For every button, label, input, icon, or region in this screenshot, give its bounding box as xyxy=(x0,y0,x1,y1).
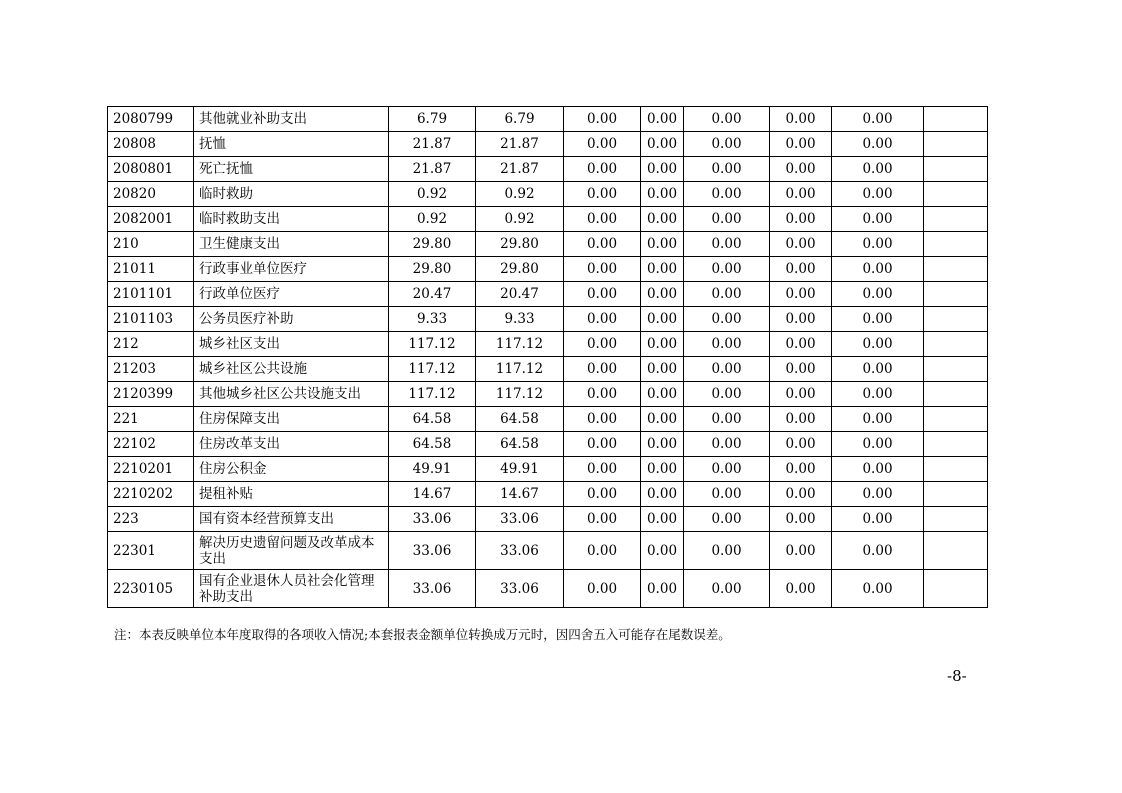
amount-cell: 0.00 xyxy=(684,407,770,432)
subject-name-cell: 其他城乡社区公共设施支出 xyxy=(194,382,389,407)
amount-cell: 0.00 xyxy=(684,257,770,282)
amount-cell: 29.80 xyxy=(476,232,564,257)
subject-name-cell: 住房改革支出 xyxy=(194,432,389,457)
amount-cell: 0.00 xyxy=(832,207,924,232)
amount-cell xyxy=(924,157,988,182)
table-row xyxy=(108,507,988,532)
table-row xyxy=(108,432,988,457)
amount-cell xyxy=(924,532,988,570)
amount-cell: 0.00 xyxy=(832,182,924,207)
amount-cell: 0.00 xyxy=(832,532,924,570)
amount-cell: 0.00 xyxy=(770,132,832,157)
amount-cell: 0.00 xyxy=(684,132,770,157)
amount-cell: 0.92 xyxy=(389,182,476,207)
amount-cell xyxy=(924,357,988,382)
amount-cell: 6.79 xyxy=(476,107,564,132)
amount-cell: 21.87 xyxy=(389,157,476,182)
amount-cell: 6.79 xyxy=(389,107,476,132)
amount-cell: 0.00 xyxy=(832,332,924,357)
amount-cell: 0.00 xyxy=(641,357,684,382)
amount-cell: 33.06 xyxy=(389,570,476,608)
amount-cell: 0.00 xyxy=(564,407,641,432)
amount-cell: 0.00 xyxy=(770,532,832,570)
amount-cell: 0.00 xyxy=(770,482,832,507)
table-row xyxy=(108,407,988,432)
amount-cell: 33.06 xyxy=(389,507,476,532)
amount-cell xyxy=(924,107,988,132)
amount-cell: 0.92 xyxy=(389,207,476,232)
amount-cell: 0.00 xyxy=(832,382,924,407)
amount-cell: 0.00 xyxy=(564,507,641,532)
amount-cell: 0.00 xyxy=(770,407,832,432)
amount-cell: 0.00 xyxy=(564,307,641,332)
amount-cell: 33.06 xyxy=(389,532,476,570)
amount-cell: 0.00 xyxy=(770,107,832,132)
amount-cell: 0.00 xyxy=(564,132,641,157)
amount-cell: 0.00 xyxy=(832,507,924,532)
subject-code-cell: 2210201 xyxy=(108,457,194,482)
subject-code-cell: 2080801 xyxy=(108,157,194,182)
subject-name-cell: 公务员医疗补助 xyxy=(194,307,389,332)
table-row xyxy=(108,482,988,507)
amount-cell: 0.00 xyxy=(770,282,832,307)
amount-cell: 0.00 xyxy=(684,282,770,307)
subject-name-cell: 卫生健康支出 xyxy=(194,232,389,257)
table-row xyxy=(108,332,988,357)
table-row xyxy=(108,382,988,407)
table-row xyxy=(108,132,988,157)
amount-cell: 9.33 xyxy=(389,307,476,332)
amount-cell xyxy=(924,182,988,207)
subject-name-cell: 抚恤 xyxy=(194,132,389,157)
amount-cell: 0.00 xyxy=(564,282,641,307)
amount-cell: 64.58 xyxy=(389,407,476,432)
amount-cell: 29.80 xyxy=(476,257,564,282)
amount-cell: 33.06 xyxy=(476,570,564,608)
amount-cell: 117.12 xyxy=(389,382,476,407)
amount-cell: 0.00 xyxy=(641,332,684,357)
table-row xyxy=(108,570,988,608)
amount-cell: 0.00 xyxy=(564,432,641,457)
amount-cell xyxy=(924,407,988,432)
amount-cell xyxy=(924,307,988,332)
amount-cell: 33.06 xyxy=(476,507,564,532)
subject-name-cell: 临时救助 xyxy=(194,182,389,207)
table-row xyxy=(108,457,988,482)
subject-name-cell: 解决历史遗留问题及改革成本支出 xyxy=(194,532,389,570)
amount-cell: 0.00 xyxy=(770,457,832,482)
footnote: 注：本表反映单位本年度取得的各项收入情况;本套报表金额单位转换成万元时，因四舍五入可能存在尾数误差。 xyxy=(114,627,731,642)
amount-cell: 0.00 xyxy=(770,257,832,282)
amount-cell: 0.00 xyxy=(770,507,832,532)
subject-code-cell: 20820 xyxy=(108,182,194,207)
subject-code-cell: 221 xyxy=(108,407,194,432)
amount-cell: 33.06 xyxy=(476,532,564,570)
amount-cell: 0.00 xyxy=(641,107,684,132)
amount-cell: 0.00 xyxy=(832,407,924,432)
amount-cell: 0.00 xyxy=(684,532,770,570)
amount-cell: 0.00 xyxy=(684,482,770,507)
amount-cell: 21.87 xyxy=(389,132,476,157)
amount-cell: 0.00 xyxy=(832,232,924,257)
subject-name-cell: 城乡社区公共设施 xyxy=(194,357,389,382)
amount-cell: 49.91 xyxy=(389,457,476,482)
amount-cell: 0.00 xyxy=(641,307,684,332)
subject-name-cell: 其他就业补助支出 xyxy=(194,107,389,132)
amount-cell: 0.00 xyxy=(832,282,924,307)
amount-cell: 0.00 xyxy=(684,207,770,232)
amount-cell: 0.00 xyxy=(832,457,924,482)
subject-code-cell: 212 xyxy=(108,332,194,357)
amount-cell xyxy=(924,282,988,307)
amount-cell: 14.67 xyxy=(476,482,564,507)
amount-cell: 0.00 xyxy=(770,382,832,407)
amount-cell: 0.00 xyxy=(770,357,832,382)
amount-cell: 0.00 xyxy=(770,570,832,608)
amount-cell: 0.00 xyxy=(564,382,641,407)
amount-cell: 0.92 xyxy=(476,207,564,232)
amount-cell: 0.00 xyxy=(564,207,641,232)
subject-code-cell: 2210202 xyxy=(108,482,194,507)
amount-cell: 0.00 xyxy=(684,307,770,332)
amount-cell: 0.00 xyxy=(770,207,832,232)
amount-cell: 117.12 xyxy=(476,332,564,357)
amount-cell: 0.00 xyxy=(832,357,924,382)
amount-cell: 0.00 xyxy=(564,332,641,357)
amount-cell: 0.00 xyxy=(832,132,924,157)
amount-cell: 0.00 xyxy=(832,257,924,282)
amount-cell: 9.33 xyxy=(476,307,564,332)
amount-cell: 0.00 xyxy=(684,382,770,407)
amount-cell: 29.80 xyxy=(389,232,476,257)
amount-cell xyxy=(924,382,988,407)
amount-cell xyxy=(924,332,988,357)
subject-code-cell: 22301 xyxy=(108,532,194,570)
amount-cell: 20.47 xyxy=(389,282,476,307)
amount-cell xyxy=(924,570,988,608)
amount-cell xyxy=(924,432,988,457)
subject-code-cell: 2230105 xyxy=(108,570,194,608)
amount-cell: 0.00 xyxy=(770,432,832,457)
amount-cell: 0.00 xyxy=(770,232,832,257)
amount-cell: 0.00 xyxy=(832,482,924,507)
amount-cell: 0.00 xyxy=(564,157,641,182)
amount-cell: 117.12 xyxy=(389,332,476,357)
subject-code-cell: 2082001 xyxy=(108,207,194,232)
amount-cell: 0.00 xyxy=(564,357,641,382)
amount-cell: 0.00 xyxy=(832,307,924,332)
amount-cell: 117.12 xyxy=(389,357,476,382)
subject-code-cell: 223 xyxy=(108,507,194,532)
amount-cell xyxy=(924,232,988,257)
amount-cell: 0.00 xyxy=(684,182,770,207)
amount-cell: 20.47 xyxy=(476,282,564,307)
subject-code-cell: 20808 xyxy=(108,132,194,157)
subject-code-cell: 2101101 xyxy=(108,282,194,307)
table-row xyxy=(108,532,988,570)
amount-cell: 117.12 xyxy=(476,382,564,407)
table-row xyxy=(108,257,988,282)
amount-cell: 64.58 xyxy=(476,432,564,457)
amount-cell: 0.00 xyxy=(684,232,770,257)
amount-cell: 117.12 xyxy=(476,357,564,382)
subject-name-cell: 国有企业退休人员社会化管理补助支出 xyxy=(194,570,389,608)
amount-cell xyxy=(924,457,988,482)
amount-cell: 0.00 xyxy=(684,570,770,608)
subject-code-cell: 2120399 xyxy=(108,382,194,407)
amount-cell: 0.00 xyxy=(770,307,832,332)
amount-cell: 29.80 xyxy=(389,257,476,282)
table-row xyxy=(108,182,988,207)
page-number: -8- xyxy=(947,667,967,685)
amount-cell: 0.00 xyxy=(684,357,770,382)
amount-cell: 0.00 xyxy=(641,157,684,182)
amount-cell: 0.00 xyxy=(770,182,832,207)
amount-cell: 0.00 xyxy=(641,282,684,307)
amount-cell xyxy=(924,257,988,282)
amount-cell: 0.00 xyxy=(684,107,770,132)
amount-cell: 64.58 xyxy=(476,407,564,432)
amount-cell: 0.00 xyxy=(564,182,641,207)
amount-cell xyxy=(924,207,988,232)
amount-cell: 21.87 xyxy=(476,157,564,182)
amount-cell: 0.00 xyxy=(832,570,924,608)
amount-cell: 0.00 xyxy=(641,507,684,532)
amount-cell: 0.00 xyxy=(832,157,924,182)
amount-cell: 0.00 xyxy=(641,532,684,570)
amount-cell: 0.00 xyxy=(564,457,641,482)
table-body xyxy=(108,107,988,608)
amount-cell: 0.00 xyxy=(641,570,684,608)
subject-code-cell: 21203 xyxy=(108,357,194,382)
amount-cell: 0.00 xyxy=(770,157,832,182)
amount-cell: 0.00 xyxy=(832,432,924,457)
amount-cell xyxy=(924,482,988,507)
amount-cell: 0.00 xyxy=(684,432,770,457)
amount-cell: 64.58 xyxy=(389,432,476,457)
amount-cell: 0.00 xyxy=(564,107,641,132)
subject-name-cell: 国有资本经营预算支出 xyxy=(194,507,389,532)
amount-cell: 0.00 xyxy=(641,432,684,457)
amount-cell xyxy=(924,132,988,157)
amount-cell: 0.00 xyxy=(641,407,684,432)
amount-cell: 0.00 xyxy=(770,332,832,357)
subject-code-cell: 22102 xyxy=(108,432,194,457)
amount-cell: 49.91 xyxy=(476,457,564,482)
amount-cell: 0.00 xyxy=(641,132,684,157)
amount-cell: 0.00 xyxy=(564,257,641,282)
amount-cell: 0.00 xyxy=(684,332,770,357)
amount-cell: 0.00 xyxy=(641,232,684,257)
table-row xyxy=(108,357,988,382)
subject-name-cell: 住房保障支出 xyxy=(194,407,389,432)
table-row xyxy=(108,282,988,307)
amount-cell: 0.00 xyxy=(641,457,684,482)
subject-name-cell: 城乡社区支出 xyxy=(194,332,389,357)
table-row xyxy=(108,232,988,257)
amount-cell: 0.00 xyxy=(564,482,641,507)
amount-cell xyxy=(924,507,988,532)
amount-cell: 21.87 xyxy=(476,132,564,157)
subject-name-cell: 临时救助支出 xyxy=(194,207,389,232)
amount-cell: 0.00 xyxy=(641,257,684,282)
amount-cell: 14.67 xyxy=(389,482,476,507)
table-row xyxy=(108,207,988,232)
amount-cell: 0.00 xyxy=(564,570,641,608)
subject-name-cell: 行政事业单位医疗 xyxy=(194,257,389,282)
subject-code-cell: 2101103 xyxy=(108,307,194,332)
amount-cell: 0.00 xyxy=(641,182,684,207)
subject-code-cell: 2080799 xyxy=(108,107,194,132)
table-row xyxy=(108,307,988,332)
table-row xyxy=(108,157,988,182)
subject-name-cell: 行政单位医疗 xyxy=(194,282,389,307)
table-row xyxy=(108,107,988,132)
amount-cell: 0.00 xyxy=(684,457,770,482)
amount-cell: 0.00 xyxy=(641,207,684,232)
subject-code-cell: 21011 xyxy=(108,257,194,282)
subject-name-cell: 住房公积金 xyxy=(194,457,389,482)
amount-cell: 0.00 xyxy=(684,157,770,182)
amount-cell: 0.00 xyxy=(564,532,641,570)
amount-cell: 0.00 xyxy=(641,482,684,507)
subject-code-cell: 210 xyxy=(108,232,194,257)
subject-name-cell: 死亡抚恤 xyxy=(194,157,389,182)
amount-cell: 0.00 xyxy=(832,107,924,132)
amount-cell: 0.00 xyxy=(684,507,770,532)
amount-cell: 0.00 xyxy=(564,232,641,257)
subject-name-cell: 提租补贴 xyxy=(194,482,389,507)
amount-cell: 0.92 xyxy=(476,182,564,207)
budget-table xyxy=(107,106,988,608)
amount-cell: 0.00 xyxy=(641,382,684,407)
